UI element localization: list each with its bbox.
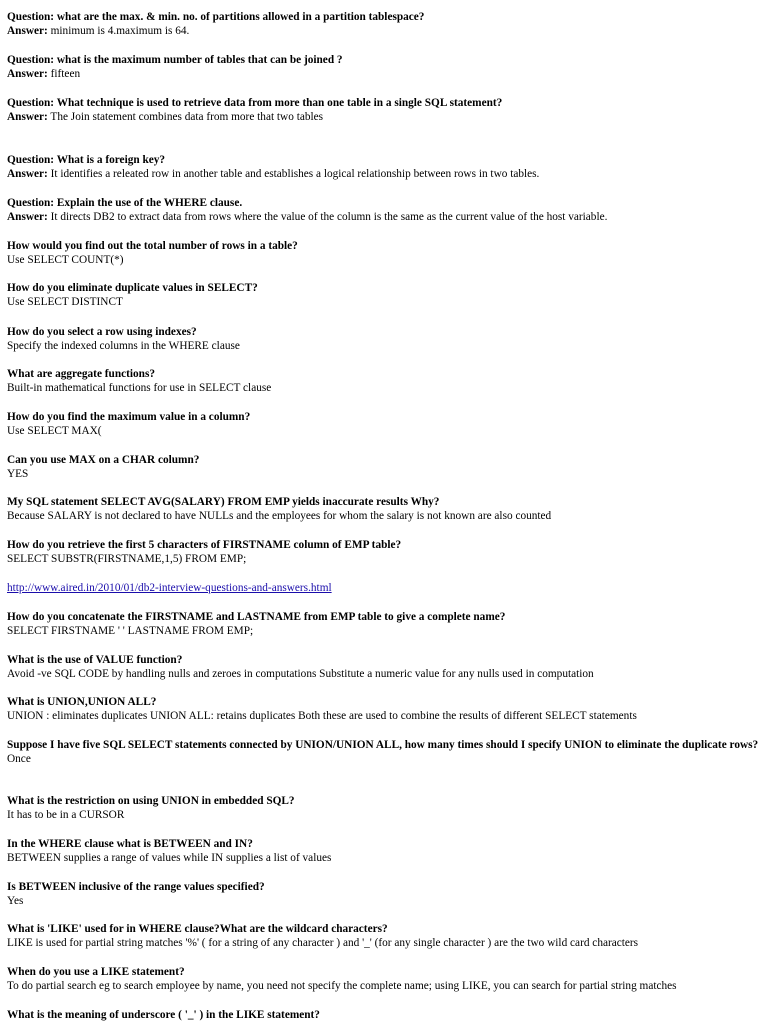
answer: Use SELECT MAX(	[7, 425, 102, 437]
answer-label: Answer:	[7, 211, 48, 223]
answer: Yes	[7, 895, 24, 907]
qa-item	[7, 738, 762, 766]
answer: Use SELECT DISTINCT	[7, 296, 123, 308]
question: Is BETWEEN inclusive of the range values specified?	[7, 881, 265, 893]
question: How would you find out the total number of rows in a table?	[7, 240, 298, 252]
question: How do you eliminate duplicate values in SELECT?	[7, 282, 258, 294]
answer-line	[7, 210, 762, 224]
question: What is the use of VALUE function?	[7, 654, 183, 666]
question: What are aggregate functions?	[7, 368, 155, 380]
answer: Specify the indexed columns in the WHERE clause	[7, 340, 240, 352]
question: Suppose I have five SQL SELECT statements connected by UNION/UNION ALL, how many times should I specify UNION to eliminate the duplicate rows?	[7, 739, 759, 751]
qa-item	[7, 653, 762, 681]
question: Question: what are the max. & min. no. of partitions allowed in a partition tablespace?	[7, 11, 425, 23]
answer: Built-in mathematical functions for use in SELECT clause	[7, 382, 272, 394]
answer: To do partial search eg to search employee by name, you need not specify the complete name; using LIKE, you can search for partial string matches	[7, 980, 677, 992]
qa-item	[7, 495, 762, 523]
qa-item	[7, 1008, 762, 1022]
question: Question: What is a foreign key?	[7, 154, 166, 166]
source-link[interactable]: http://www.aired.in/2010/01/db2-interview-questions-and-answers.html	[7, 582, 332, 594]
qa-item	[7, 965, 762, 993]
qa-item	[7, 837, 762, 865]
answer: BETWEEN supplies a range of values while IN supplies a list of values	[7, 852, 332, 864]
answer-label: Answer:	[7, 111, 48, 123]
question: How do you select a row using indexes?	[7, 326, 197, 338]
question: What is the restriction on using UNION in embedded SQL?	[7, 795, 295, 807]
answer-label: Answer:	[7, 25, 48, 37]
qa-item	[7, 10, 762, 38]
qa-item	[7, 610, 762, 638]
question: When do you use a LIKE statement?	[7, 966, 185, 978]
qa-item	[7, 922, 762, 950]
answer: Avoid -ve SQL CODE by handling nulls and zeroes in computations Substitute a numeric value for any nulls used in computation	[7, 668, 594, 680]
answer: SELECT SUBSTR(FIRSTNAME,1,5) FROM EMP;	[7, 553, 247, 565]
question: What is the meaning of underscore ( '_' ) in the LIKE statement?	[7, 1009, 320, 1021]
answer: SELECT FIRSTNAME ' ' LASTNAME FROM EMP;	[7, 625, 254, 637]
qa-item	[7, 695, 762, 723]
answer: YES	[7, 468, 29, 480]
qa-item	[7, 410, 762, 438]
qa-item	[7, 53, 762, 81]
answer-line	[7, 24, 762, 38]
question: In the WHERE clause what is BETWEEN and IN?	[7, 838, 253, 850]
qa-item	[7, 325, 762, 353]
qa-item	[7, 239, 762, 267]
source-link-row	[7, 581, 762, 595]
answer: LIKE is used for partial string matches '%' ( for a string of any character ) and '_' (for any single character ) are the two wild card characters	[7, 937, 639, 949]
answer: Once	[7, 753, 31, 765]
answer: minimum is 4.maximum is 64.	[50, 25, 190, 37]
answer: UNION : eliminates duplicates UNION ALL: retains duplicates Both these are used to combine the results of different SELECT statements	[7, 710, 637, 722]
answer-line	[7, 67, 762, 81]
question: How do you find the maximum value in a column?	[7, 411, 251, 423]
question: What is UNION,UNION ALL?	[7, 696, 157, 708]
answer: Use SELECT COUNT(*)	[7, 254, 124, 266]
qa-item	[7, 196, 762, 224]
answer: fifteen	[50, 68, 81, 80]
question: How do you concatenate the FIRSTNAME and LASTNAME from EMP table to give a complete name?	[7, 611, 506, 623]
qa-item	[7, 453, 762, 481]
qa-item	[7, 367, 762, 395]
answer: It has to be in a CURSOR	[7, 809, 125, 821]
question: Question: What technique is used to retrieve data from more than one table in a single SQL statement?	[7, 97, 503, 109]
answer: It identifies a releated row in another table and establishes a logical relationship between rows in two tables.	[50, 168, 540, 180]
qa-item	[7, 96, 762, 124]
answer-label: Answer:	[7, 168, 48, 180]
answer: Because SALARY is not declared to have NULLs and the employees for whom the salary is not known are also counted	[7, 510, 552, 522]
question: How do you retrieve the first 5 characters of FIRSTNAME column of EMP table?	[7, 539, 402, 551]
answer-line	[7, 110, 762, 124]
question: Question: Explain the use of the WHERE clause.	[7, 197, 243, 209]
answer-line	[7, 167, 762, 181]
answer-label: Answer:	[7, 68, 48, 80]
qa-item	[7, 880, 762, 908]
qa-item	[7, 794, 762, 822]
question: My SQL statement SELECT AVG(SALARY) FROM EMP yields inaccurate results Why?	[7, 496, 440, 508]
question: Question: what is the maximum number of tables that can be joined ?	[7, 54, 343, 66]
qa-item	[7, 538, 762, 566]
question: Can you use MAX on a CHAR column?	[7, 454, 200, 466]
qa-item	[7, 281, 762, 309]
qa-item	[7, 153, 762, 181]
answer: The Join statement combines data from more that two tables	[50, 111, 324, 123]
answer: It directs DB2 to extract data from rows where the value of the column is the same as the current value of the host variable.	[50, 211, 608, 223]
question: What is 'LIKE' used for in WHERE clause?What are the wildcard characters?	[7, 923, 388, 935]
